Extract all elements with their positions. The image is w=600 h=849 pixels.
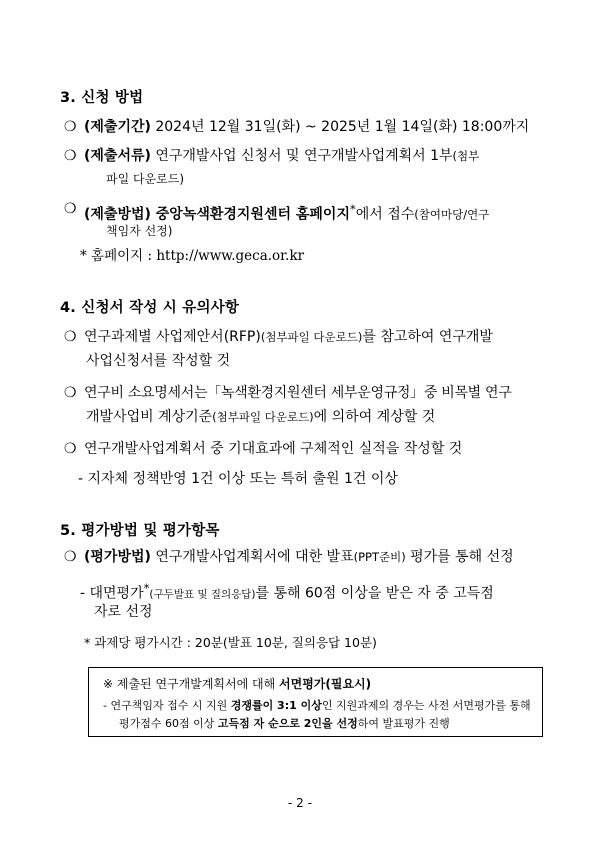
written-review-box: [88, 667, 543, 737]
circle-bullet-icon: ❍: [64, 549, 77, 565]
s3-period-text: 2024년 12월 31일(화) ~ 2025년 1월 14일(화) 18:00까지: [150, 119, 530, 135]
s5-sub-interview: [80, 579, 494, 604]
s4-budget-text-c: 에 의하여 계상할 것: [313, 409, 436, 425]
box-line-3-b: 고득점 자 순으로 2인을 선정: [217, 717, 358, 730]
s5-sub-text-b: 를 통해 60점 이상을 받은 자 중 고득점: [255, 585, 494, 602]
s5-method-label: (평가방법): [84, 549, 151, 565]
circle-bullet-icon: ❍: [64, 119, 77, 135]
box-line-2: [103, 697, 531, 713]
s3-documents-text: 연구개발사업 신청서 및 연구개발사업계획서 1부: [150, 148, 453, 164]
circle-bullet-icon: ❍: [64, 329, 77, 345]
s3-documents-cont: 파일 다운로드): [106, 172, 185, 186]
s4-budget-text-a: 연구비 소요명세서는「녹색환경지원센터 세부운영규정」중 비목별 연구: [84, 385, 512, 401]
s5-time-note: * 과제당 평가시간 : 20분(발표 10분, 질의응답 10분): [84, 635, 377, 650]
section-4-heading: 4. 신청서 작성 시 유의사항: [60, 300, 240, 316]
s4-budget-small: (첨부파일 다운로드): [212, 410, 314, 424]
s5-sub-small: (구두발표 및 질의응답): [149, 588, 256, 601]
s5-sub-cont: 자로 선정: [94, 604, 153, 620]
s3-documents-small: (첨부: [452, 149, 480, 163]
s5-method-text-a: 연구개발사업계획서에 대한 발표: [150, 549, 354, 565]
box-line-3: [119, 715, 450, 731]
s5-sub-star: *: [143, 581, 150, 595]
s4-effect-text: 연구개발사업계획서 중 기대효과에 구체적인 실적을 작성할 것: [84, 441, 463, 457]
s3-method-label: (제출방법) 중앙녹색환경지원센터 홈페이지: [84, 206, 350, 223]
box-line-3-a: 평가점수 60점 이상: [119, 717, 218, 730]
box-line-2-c: 인 지원과제의 경우는 사전 서면평가를 통해: [321, 699, 531, 712]
circle-bullet-icon: ❍: [64, 201, 77, 217]
s4-budget-text-b: 개발사업비 계상기준: [86, 409, 213, 425]
box-line-1: [103, 675, 371, 692]
s4-budget-cont: [86, 408, 435, 426]
box-line-3-c: 하여 발표평가 진행: [357, 717, 450, 730]
s3-method-cont: 책임자 선정): [106, 224, 173, 238]
circle-bullet-icon: ❍: [64, 385, 77, 401]
section-5-heading: 5. 평가방법 및 평가항목: [60, 523, 220, 539]
s3-method-star: *: [349, 202, 356, 216]
s4-effect-sub: - 지자체 정책반영 1건 이상 또는 특허 출원 1건 이상: [78, 471, 398, 487]
s5-method-text-b: 평가를 통해 선정: [405, 549, 514, 565]
s3-method-small: (참여마당/연구: [414, 207, 490, 222]
s4-rfp-text-a: 연구과제별 사업제안서(RFP): [84, 329, 261, 345]
s3-homepage-note: * 홈페이지 : http://www.geca.or.kr: [80, 248, 305, 264]
box-line-2-b: 경쟁률이 3:1 이상: [230, 699, 322, 712]
s3-period-label: (제출기간): [84, 119, 151, 135]
page-number: - 2 -: [288, 796, 312, 810]
circle-bullet-icon: ❍: [64, 148, 77, 164]
s4-rfp-text-b: 를 참고하여 연구개발: [362, 329, 493, 345]
s5-method-small: (PPT준비): [353, 550, 406, 564]
box-line-1-b: 서면평가(필요시): [279, 677, 372, 691]
s4-rfp-small: (첨부파일 다운로드): [260, 330, 363, 344]
s4-rfp-cont: 사업신청서를 작성할 것: [86, 353, 231, 369]
circle-bullet-icon: ❍: [64, 441, 77, 457]
s3-documents-label: (제출서류): [84, 148, 151, 164]
s5-sub-text-a: - 대면평가: [80, 585, 144, 602]
box-line-1-a: ※ 제출된 연구개발계획서에 대해: [103, 677, 280, 691]
s3-method-text: 에서 접수: [355, 206, 415, 223]
section-3-heading: 3. 신청 방법: [60, 90, 144, 106]
box-line-2-a: - 연구책임자 접수 시 지원: [103, 699, 231, 712]
